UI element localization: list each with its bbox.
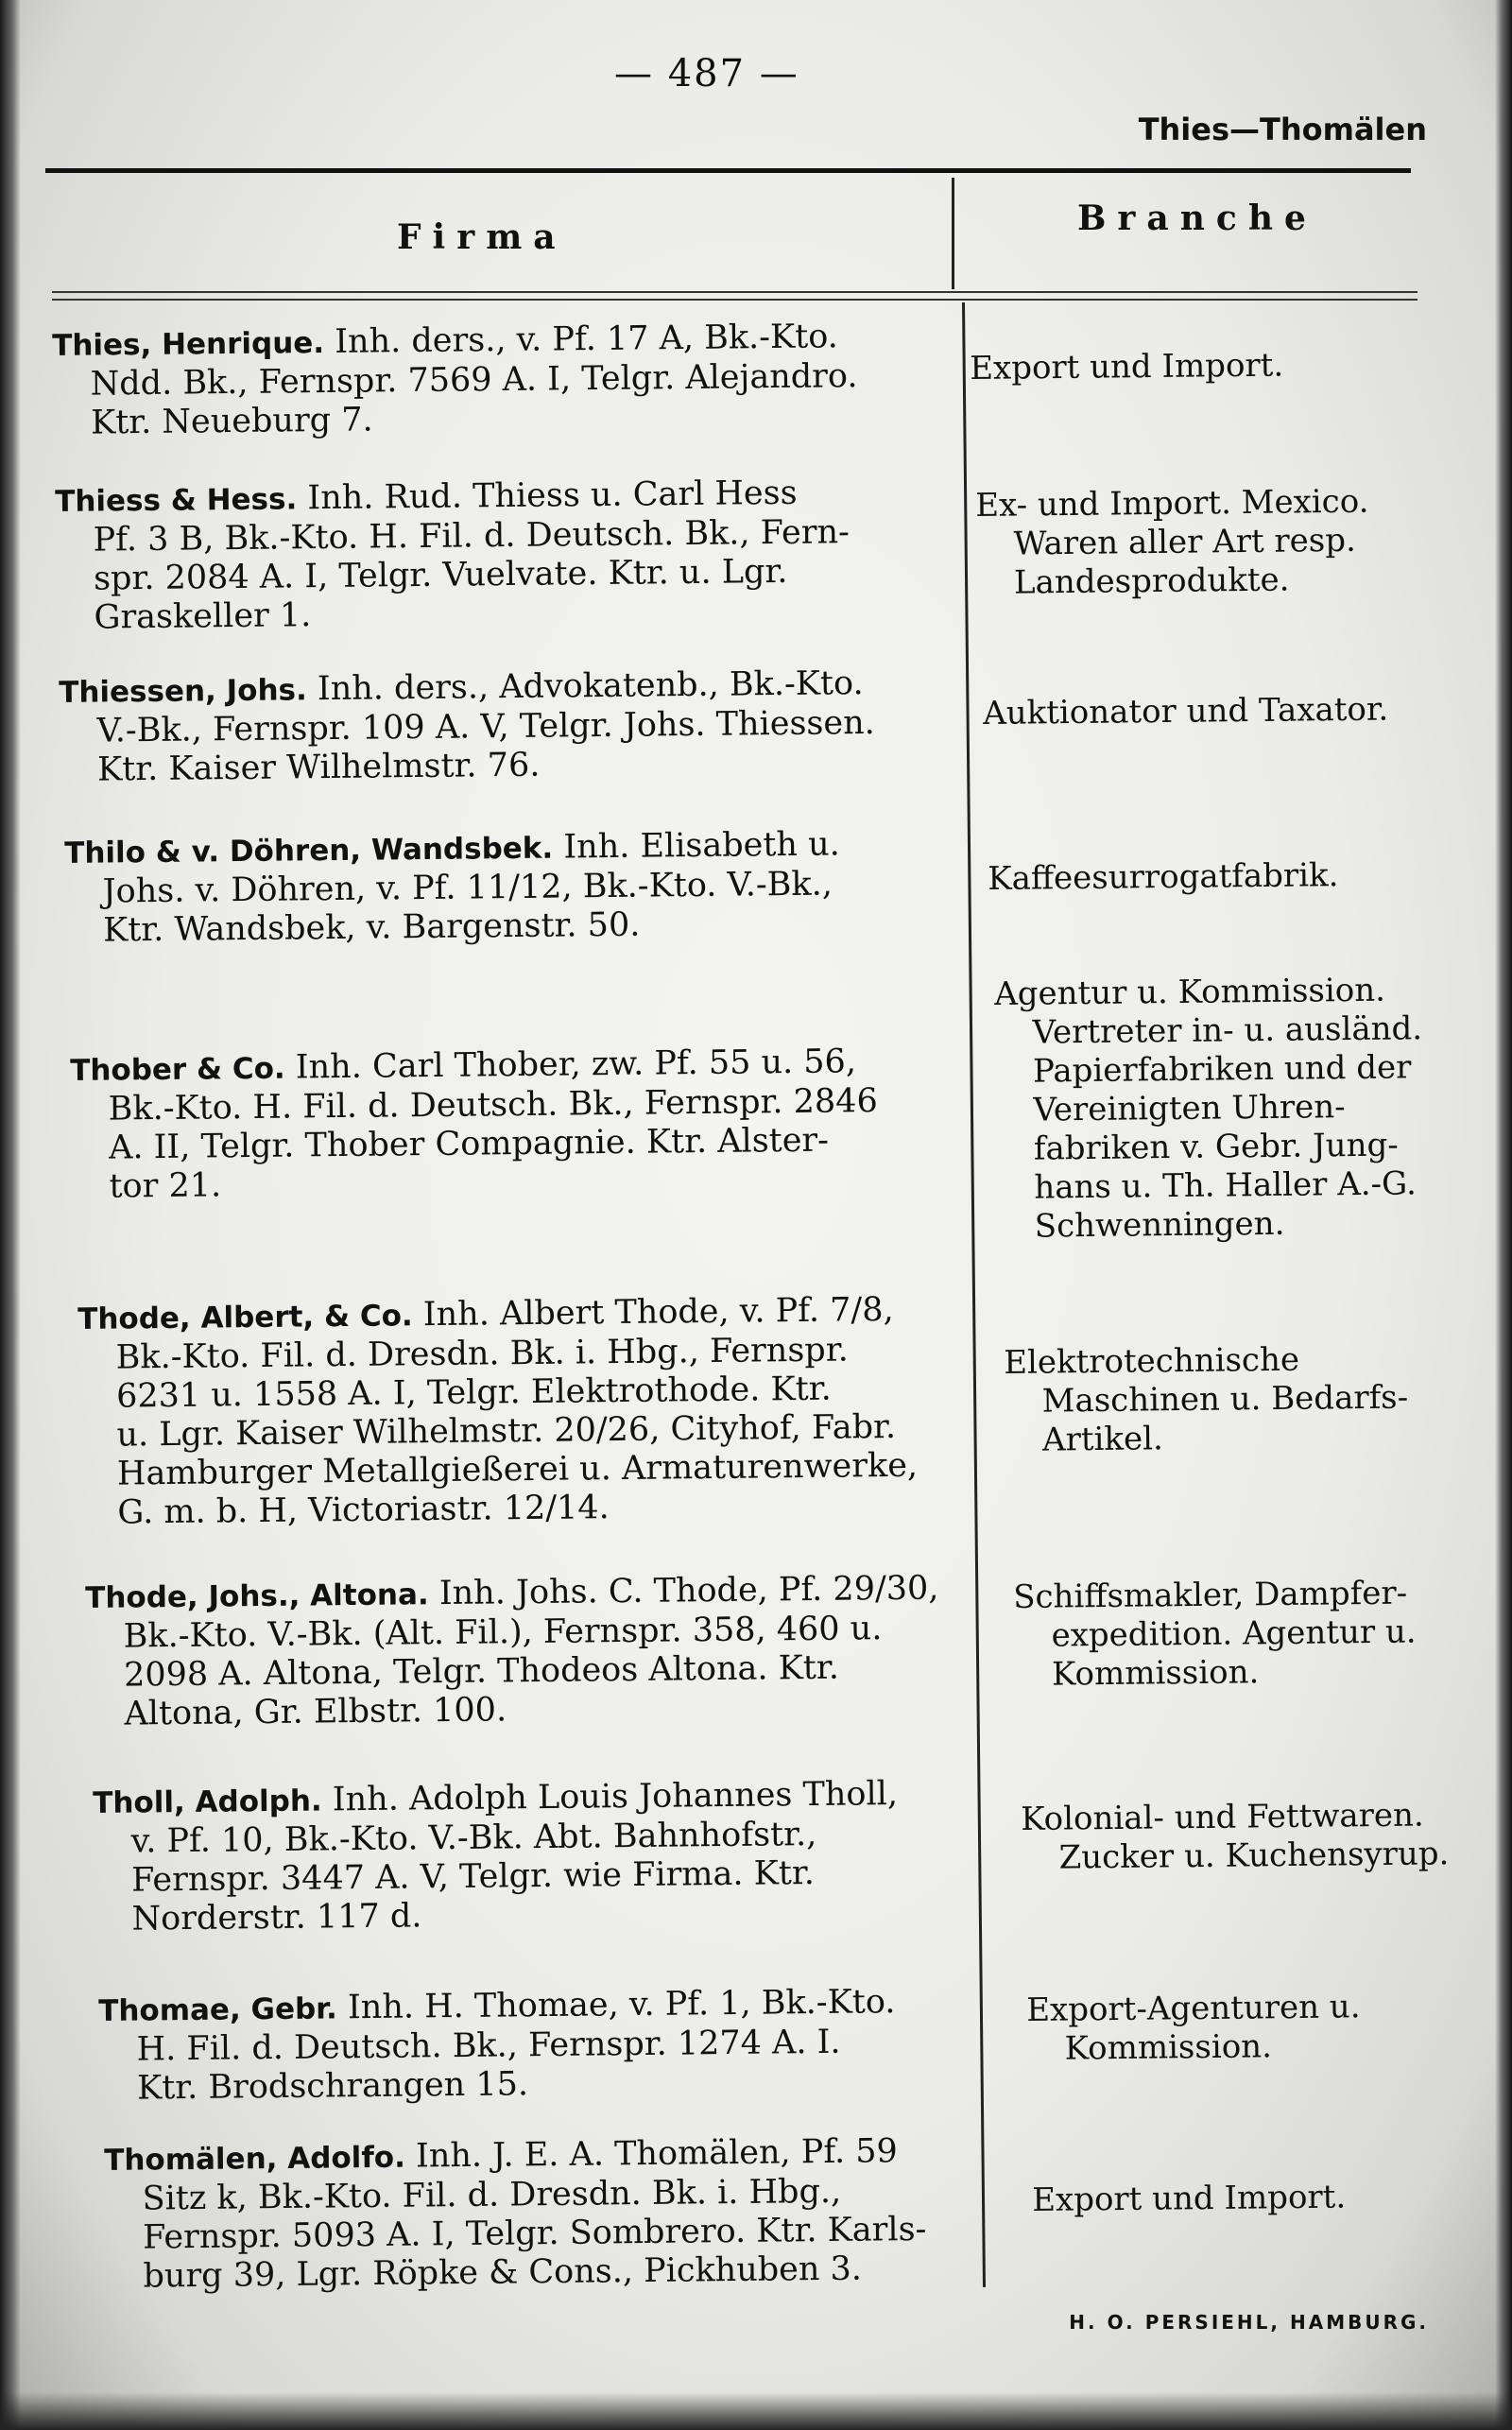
top-rule (45, 168, 1411, 173)
firm-details-line: Inh. Carl Thober, zw. Pf. 55 u. 56, (295, 1043, 857, 1087)
firm-branche (1004, 1339, 1496, 1460)
firm-details-line: Bk.-Kto. Fil. d. Dresdn. Bk. i. Hbg., Fernspr. (115, 1331, 849, 1377)
branche-line: Maschinen u. Bedarfs- (1041, 1378, 1409, 1421)
branche-line: Zucker u. Kuchensyrup. (1058, 1835, 1450, 1877)
firm-name: Thober & Co. (70, 1051, 285, 1088)
firm-details-line: Pf. 3 B, Bk.-Kto. H. Fil. d. Deutsch. Bk., Fern- (93, 513, 850, 560)
firm-name: Thomae, Gebr. (98, 1991, 338, 2028)
firm-entry (59, 664, 995, 790)
scan-edge-left (0, 0, 21, 2430)
firm-details-line: Ndd. Bk., Fernspr. 7569 A. I, Telgr. Alejandro. (90, 357, 858, 404)
firm-details-line: Sitz k, Bk.-Kto. Fil. d. Dresdn. Bk. i. Hbg., (142, 2172, 842, 2218)
firm-details-line: Bk.-Kto. H. Fil. d. Deutsch. Bk., Fernspr. 2846 (108, 1082, 878, 1129)
header-column-divider (952, 178, 954, 289)
firm-branche (983, 690, 1474, 733)
firm-details-line: A. II, Telgr. Thober Compagnie. Ktr. Alster- (108, 1121, 830, 1167)
firm-details-line: Graskeller 1. (94, 596, 312, 637)
branche-line: Export und Import. (970, 346, 1284, 388)
firm-details-line: Inh. Elisabeth u. (563, 825, 840, 867)
branche-line: Kommission. (1064, 2027, 1273, 2068)
firm-details-line: Ktr. Brodschrangen 15. (136, 2065, 529, 2108)
firm-details-line: u. Lgr. Kaiser Wilhelmstr. 20/26, Cityhof, Fabr. (116, 1407, 897, 1455)
firm-entry (77, 1290, 1016, 1533)
firm-details-line: v. Pf. 10, Bk.-Kto. V.-Bk. Abt. Bahnhofstr., (130, 1815, 817, 1861)
firm-details-line: Hamburger Metallgießerei u. Armaturenwerke, (116, 1446, 919, 1493)
branche-line: Artikel. (1041, 1420, 1164, 1459)
firm-details-line: Ktr. Kaiser Wilhelmstr. 76. (96, 746, 541, 789)
firm-details-line: Inh. ders., v. Pf. 17 A, Bk.-Kto. (335, 318, 839, 361)
branche-line: Kolonial- und Fettwaren. (1021, 1796, 1424, 1838)
branche-line: Schwenningen. (1034, 1204, 1285, 1246)
branche-line: expedition. Agentur u. (1051, 1612, 1417, 1655)
firm-branche (988, 855, 1479, 899)
firm-name: Thode, Johs., Altona. (85, 1577, 429, 1615)
branche-line: Auktionator und Taxator. (983, 690, 1389, 732)
firm-details-line: Fernspr. 3447 A. V, Telgr. wie Firma. Ktr. (130, 1854, 816, 1900)
firm-details-line: Inh. Albert Thode, v. Pf. 7/8, (422, 1290, 894, 1335)
firm-details-line: Inh. Adolph Louis Johannes Tholl, (332, 1775, 899, 1819)
header-rule (52, 291, 1418, 293)
firm-details-line: Inh. Rud. Thiess u. Carl Hess (307, 474, 798, 518)
firm-branche (1026, 1987, 1512, 2069)
firm-details-line: Ktr. Wandsbek, v. Bargenstr. 50. (102, 905, 641, 950)
firm-branche (1013, 1574, 1505, 1695)
firm-entry (98, 1982, 1035, 2109)
branche-line: Export-Agenturen u. (1026, 1988, 1361, 2029)
column-header-firma: Firma (397, 217, 567, 257)
firm-branche (1021, 1796, 1512, 1878)
firm-entry (93, 1774, 1030, 1939)
firm-details-line: G. m. b. H, Victoriastr. 12/14. (117, 1489, 610, 1532)
firm-details-line: H. Fil. d. Deutsch. Bk., Fernspr. 1274 A. I. (136, 2023, 841, 2069)
firm-details-line: Inh. ders., Advokatenb., Bk.-Kto. (317, 664, 864, 709)
branche-line: Vereinigten Uhren- (1033, 1088, 1346, 1129)
header-rule (52, 299, 1418, 301)
branche-line: Kommission. (1051, 1653, 1260, 1694)
firm-name: Tholl, Adolph. (93, 1784, 322, 1820)
firm-entry (64, 824, 1001, 951)
firm-details-line: tor 21. (109, 1166, 222, 1206)
branche-line: Schiffsmakler, Dampfer- (1013, 1574, 1408, 1616)
branche-line: Papierfabriken und der (1032, 1048, 1412, 1091)
firm-details-line: Ktr. Neueburg 7. (90, 401, 373, 442)
firm-name: Thomälen, Adolfo. (104, 2140, 406, 2178)
firm-name: Thiess & Hess. (55, 482, 298, 519)
column-header-branche: Branche (1077, 198, 1317, 238)
firm-name: Thies, Henrique. (52, 325, 325, 363)
firm-entry (85, 1569, 1022, 1734)
branche-line: Elektrotechnische (1004, 1340, 1300, 1382)
branche-line: Vertreter in- u. ausländ. (1032, 1009, 1423, 1052)
firm-branche (994, 971, 1488, 1247)
firm-details-line: Inh. H. Thomae, v. Pf. 1, Bk.-Kto. (347, 1983, 896, 2027)
firm-name: Thode, Albert, & Co. (77, 1299, 413, 1336)
firm-details-line: V.-Bk., Fernspr. 109 A. V, Telgr. Johs. Thiessen. (96, 703, 875, 750)
scan-edge-right (1495, 0, 1512, 2430)
running-head: Thies—Thomälen (1138, 112, 1427, 147)
branche-line: Kaffeesurrogatfabrik. (988, 856, 1339, 898)
firm-details-line: Norderstr. 117 d. (131, 1897, 422, 1939)
firm-branche (1032, 2177, 1512, 2220)
scan-edge-bottom (0, 2392, 1512, 2430)
firm-name: Thilo & v. Döhren, Wandsbek. (64, 831, 554, 870)
firm-entry (55, 473, 992, 638)
branche-line: Agentur u. Kommission. (994, 971, 1386, 1013)
branche-line: Waren aller Art resp. (1013, 521, 1357, 563)
firm-details-line: burg 39, Lgr. Röpke & Cons., Pickhuben 3. (143, 2249, 863, 2296)
firm-details-line: 6231 u. 1558 A. I, Telgr. Elektrothode. Ktr. (115, 1370, 832, 1416)
firm-details-line: 2098 A. Altona, Telgr. Thodeos Altona. Ktr. (123, 1648, 840, 1695)
branche-line: Export und Import. (1032, 2178, 1347, 2219)
firm-details-line: Inh. Johs. C. Thode, Pf. 29/30, (438, 1569, 939, 1613)
firm-entry (52, 317, 988, 443)
branche-line: Ex- und Import. Mexico. (975, 482, 1369, 525)
page-number: — 487 — (614, 52, 799, 95)
branche-line: Landesprodukte. (1013, 560, 1290, 602)
firm-details-line: Altona, Gr. Elbstr. 100. (124, 1691, 507, 1733)
firm-details-line: Fernspr. 5093 A. I, Telgr. Sombrero. Ktr. Karls- (142, 2210, 927, 2257)
firm-entry (104, 2131, 1041, 2297)
firm-branche (975, 482, 1468, 603)
firm-name: Thiessen, Johs. (59, 673, 307, 710)
printer-imprint: H. O. PERSIEHL, HAMBURG. (1069, 2311, 1429, 2334)
branche-line: fabriken v. Gebr. Jung- (1033, 1126, 1399, 1168)
firm-entry (70, 1042, 1007, 1207)
branche-line: hans u. Th. Haller A.-G. (1034, 1164, 1418, 1207)
firm-details-line: Inh. J. E. A. Thomälen, Pf. 59 (415, 2132, 899, 2176)
firm-branche (970, 345, 1461, 388)
firm-details-line: spr. 2084 A. I, Telgr. Vuelvate. Ktr. u. Lgr. (93, 552, 788, 598)
firm-details-line: Johs. v. Döhren, v. Pf. 11/12, Bk.-Kto. V.-Bk., (102, 865, 833, 911)
firm-details-line: Bk.-Kto. V.-Bk. (Alt. Fil.), Fernspr. 358, 460 u. (123, 1610, 883, 1656)
